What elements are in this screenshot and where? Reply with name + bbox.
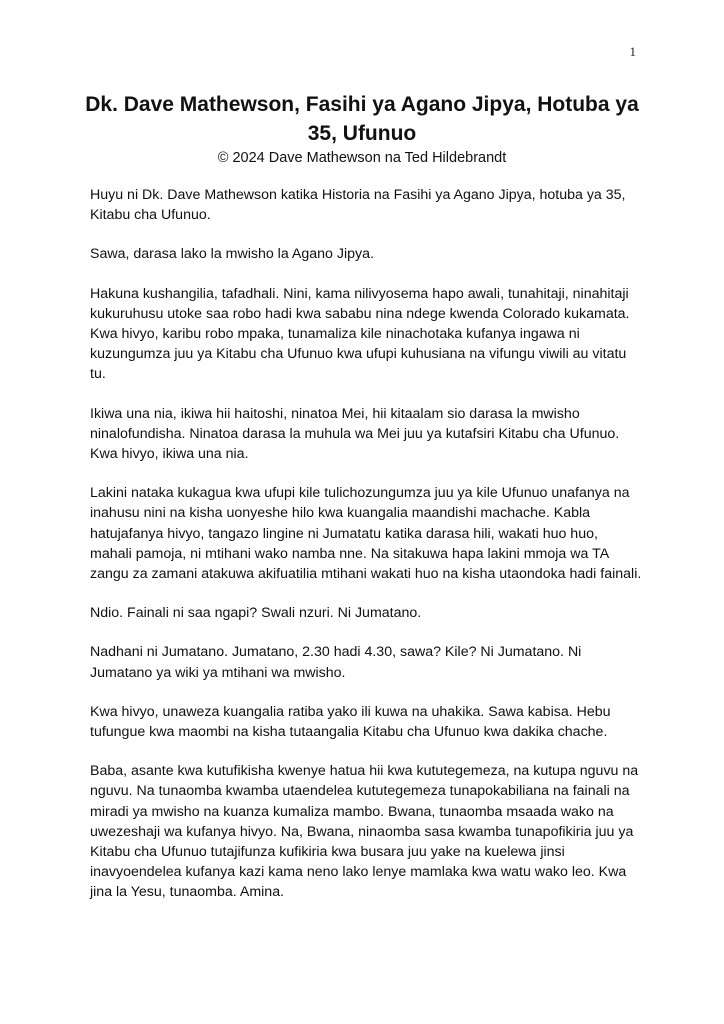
page-number: 1	[629, 44, 636, 59]
paragraph-9: Baba, asante kwa kutufikisha kwenye hatua hii kwa kututegemeza, na kutupa nguvu na nguvu. Na tunaomba kwamba utaendelea kututegemeza tunapokabiliana na fainali na miradi ya mwisho na kuanza kumaliza mambo. Bwana, tunaomba msaada wako na uwezeshaji wa kufanya hivyo. Na, Bwana, ninaomba sasa kwamba tunapofikiria juu ya Kitabu cha Ufunuo tutajifunza kufikiria kwa busara juu yake na kuelewa jinsi inavyoendelea kufanya kazi kama neno lako lenye mamlaka kwa watu wako leo. Kwa jina la Yesu, tunaomba. Amina.	[90, 763, 639, 901]
document-body	[90, 185, 642, 922]
copyright-line: © 2024 Dave Mathewson na Ted Hildebrandt	[217, 150, 507, 166]
document-title: Dk. Dave Mathewson, Fasihi ya Agano Jipya, Hotuba ya 35, Ufunuo	[85, 93, 639, 145]
paragraph-7: Nadhani ni Jumatano. Jumatano, 2.30 hadi 4.30, sawa? Kile? Ni Jumatano. Ni Jumatano ya wiki ya mtihani wa mwisho.	[90, 644, 582, 681]
paragraph-5: Lakini nataka kukagua kwa ufupi kile tulichozungumza juu ya kile Ufunuo unafanya na inahusu nini na kisha uonyeshe hilo kwa kuangalia maandishi machache. Kabla hatujafanya hivyo, tangazo lingine ni Jumatatu katika darasa hili, wakati huo huo, mahali pamoja, ni mtihani wako namba nne. Na sitakuwa hapa lakini mmoja wa TA zangu za zamani atakuwa akifuatilia mtihani wakati huo na kisha utaondoka hadi fainali.	[90, 485, 642, 583]
paragraph-6: Ndio. Fainali ni saa ngapi? Swali nzuri. Ni Jumatano.	[90, 605, 422, 622]
paragraph-2: Sawa, darasa lako la mwisho la Agano Jipya.	[90, 246, 374, 263]
paragraph-1: Huyu ni Dk. Dave Mathewson katika Historia na Fasihi ya Agano Jipya, hotuba ya 35, Kitabu cha Ufunuo.	[90, 187, 626, 224]
paragraph-4: Ikiwa una nia, ikiwa hii haitoshi, ninatoa Mei, hii kitaalam sio darasa la mwisho ninalofundisha. Ninatoa darasa la muhula wa Mei juu ya kutafsiri Kitabu cha Ufunuo. Kwa hivyo, ikiwa una nia.	[90, 405, 620, 463]
paragraph-8: Kwa hivyo, unaweza kuangalia ratiba yako ili kuwa na uhakika. Sawa kabisa. Hebu tufungue kwa maombi na kisha tutaangalia Kitabu cha Ufunuo kwa dakika chache.	[90, 703, 611, 741]
paragraph-3: Hakuna kushangilia, tafadhali. Nini, kama nilivyosema hapo awali, tunahitaji, ninahitaji kukuruhusu utoke saa robo hadi kwa sababu nina ndege kwenda Colorado kukamata. Kwa hivyo, karibu robo mpaka, tunamaliza kile ninachotaka kufanya ingawa ni kuzungumza juu ya Kitabu cha Ufunuo kwa ufupi kuhusiana na vifungu viwili au vitatu tu.	[90, 285, 630, 383]
